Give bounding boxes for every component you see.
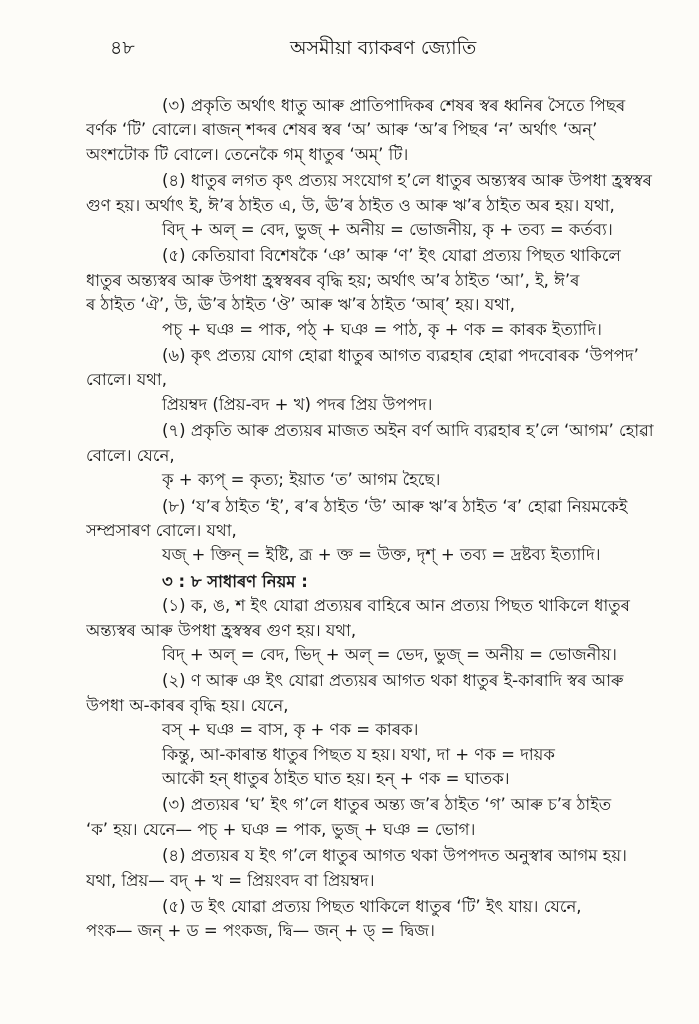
text-line: উপধা অ-কাৰৰ বৃদ্ধি হয়। যেনে, [86,695,289,715]
text-line: (৫) ড ইৎ যোৱা প্ৰত্যয় পিছত থাকিলে ধাতুৰ ‘টি’ ইৎ যায়। যেনে, [162,897,582,916]
text-line: প্ৰিয়ম্বদ (প্ৰিয়-বদ + খ) পদৰ প্ৰিয় উপপদ। [162,394,433,414]
text-line: পচ্ + ঘঞ = পাক, পঠ্ + ঘঞ = পাঠ, কৃ + ণক = কাৰক ইত্যাদি। [162,319,602,339]
section-heading: ৩ : ৮ সাধাৰণ নিয়ম : [162,571,308,591]
text-line: ধাতুৰ অন্ত্যস্বৰ আৰু উপধা হ্ৰস্বস্বৰৰ বৃদ্ধি হয়; অৰ্থাৎ অ’ৰ ঠাইত ‘আ’, ই, ঈ’ৰ [86,270,580,290]
text-line: (৫) কেতিয়াবা বিশেষকৈ ‘ঞ’ আৰু ‘ণ’ ইৎ যোৱা প্ৰত্যয় পিছত থাকিলে [162,246,621,266]
text-line: কিন্তু, আ-কাৰান্ত ধাতুৰ পিছত য হয়। যথা, দা + ণক = দায়ক [162,744,555,764]
text-line: আকৌ হন্ ধাতুৰ ঠাইত ঘাত হয়। হন্ + ণক = ঘাতক। [162,768,510,788]
text-line: (৩) প্ৰত্যয়ৰ ‘ঘ’ ইৎ গ’লে ধাতুৰ অন্ত্য জ’ৰ ঠাইত ‘গ’ আৰু চ’ৰ ঠাইত [162,795,612,815]
text-line: অন্ত্যস্বৰ আৰু উপধা হ্ৰস্বস্বৰ গুণ হয়। যথা, [86,620,357,640]
text-line: গুণ হয়। অৰ্থাৎ ই, ঈ’ৰ ঠাইত এ, উ, ঊ’ৰ ঠাইত ও আৰু ঋ’ৰ ঠাইত অৰ হয়। যথা, [86,195,615,215]
text-line: বিদ্ + অল্ = বেদ, ভুজ্ + অনীয় = ভোজনীয়, কৃ + তব্য = কৰ্তব্য। [162,220,613,240]
text-line: ‘ক’ হয়। যেনে— পচ্ + ঘঞ = পাক, ভুজ্ + ঘঞ = ভোগ। [86,819,476,839]
text-line: কৃ + ক্যপ্ = কৃত্য; ইয়াত ‘ত’ আগম হৈছে। [162,470,441,490]
text-line: (৬) কৃৎ প্ৰত্যয় যোগ হোৱা ধাতুৰ আগত ব্যৱহাৰ হোৱা পদবোৰক ‘উপপদ’ [162,346,639,366]
text-line: (২) ণ আৰু ঞ ইৎ যোৱা প্ৰত্যয়ৰ আগত থকা ধাতুৰ ই-কাৰাদি স্বৰ আৰু [162,671,624,691]
text-line: (৪) ধাতুৰ লগত কৃৎ প্ৰত্যয় সংযোগ হ’লে ধাতুৰ অন্ত্যস্বৰ আৰু উপধা হ্ৰস্বস্বৰ [162,171,652,191]
text-line: অংশটোক টি বোলে। তেনেকৈ গম্ ধাতুৰ ‘অম্’ টি। [86,144,409,164]
page-number: ৪৮ [110,37,135,59]
text-line: (৩) প্ৰকৃতি অৰ্থাৎ ধাতু আৰু প্ৰাতিপাদিকৰ শেষৰ স্বৰ ধ্বনিৰ সৈতে পিছৰ [162,96,626,115]
text-line: (৭) প্ৰকৃতি আৰু প্ৰত্যয়ৰ মাজত অইন বৰ্ণ আদি ব্যৱহাৰ হ’লে ‘আগম’ হোৱা [162,421,654,441]
text-line: বৰ্ণক ‘টি’ বোলে। ৰাজন্ শব্দৰ শেষৰ স্বৰ ‘অ’ আৰু ‘অ’ৰ পিছৰ ‘ন’ অৰ্থাৎ ‘অন্’ [86,120,598,140]
text-line: সম্প্ৰসাৰণ বোলে। যথা, [86,520,237,540]
body-text [86,94,674,944]
text-line: বোলে। যেনে, [86,445,175,465]
text-line: (১) ক, ঙ, শ ইৎ যোৱা প্ৰত্যয়ৰ বাহিৰে আন প্ৰত্যয় পিছত থাকিলে ধাতুৰ [162,596,630,616]
text-line: বিদ্ + অল্ = বেদ, ভিদ্ + অল্ = ভেদ, ভুজ্ = অনীয় = ভোজনীয়। [162,644,617,664]
text-line: (৪) প্ৰত্যয়ৰ য ইৎ গ’লে ধাতুৰ আগত থকা উপপদত অনুস্বাৰ আগম হয়। [162,846,627,866]
page-header [0,34,699,64]
text-line: (৮) ‘য’ৰ ঠাইত ‘ই’, ৰ’ৰ ঠাইত ‘উ’ আৰু ঋ’ৰ ঠাইত ‘ৰ’ হোৱা নিয়মকেই [162,496,628,516]
text-line: যজ্ + ক্তিন্ = ইষ্টি, ব্ৰূ + ক্ত = উক্ত, দৃশ্ + তব্য = দ্ৰষ্টব্য ইত্যাদি। [162,545,601,565]
text-line: যথা, প্ৰিয়— বদ্ + খ = প্ৰিয়ংবদ বা প্ৰিয়ম্বদ। [86,870,375,890]
text-line: পংক— জন্ + ড = পংকজ, দ্বি— জন্ + ড্ = দ্বিজ। [86,921,435,941]
text-line: ৰ ঠাইত ‘ঐ’, উ, ঊ’ৰ ঠাইত ‘ঔ’ আৰু ঋ’ৰ ঠাইত ‘আৰ্’ হয়। যথা, [86,295,515,315]
text-line: বস্ + ঘঞ = বাস, কৃ + ণক = কাৰক। [162,720,419,740]
running-title: অসমীয়া ব্যাকৰণ জ্যোতি [290,37,477,59]
text-line: বোলে। যথা, [86,370,167,390]
